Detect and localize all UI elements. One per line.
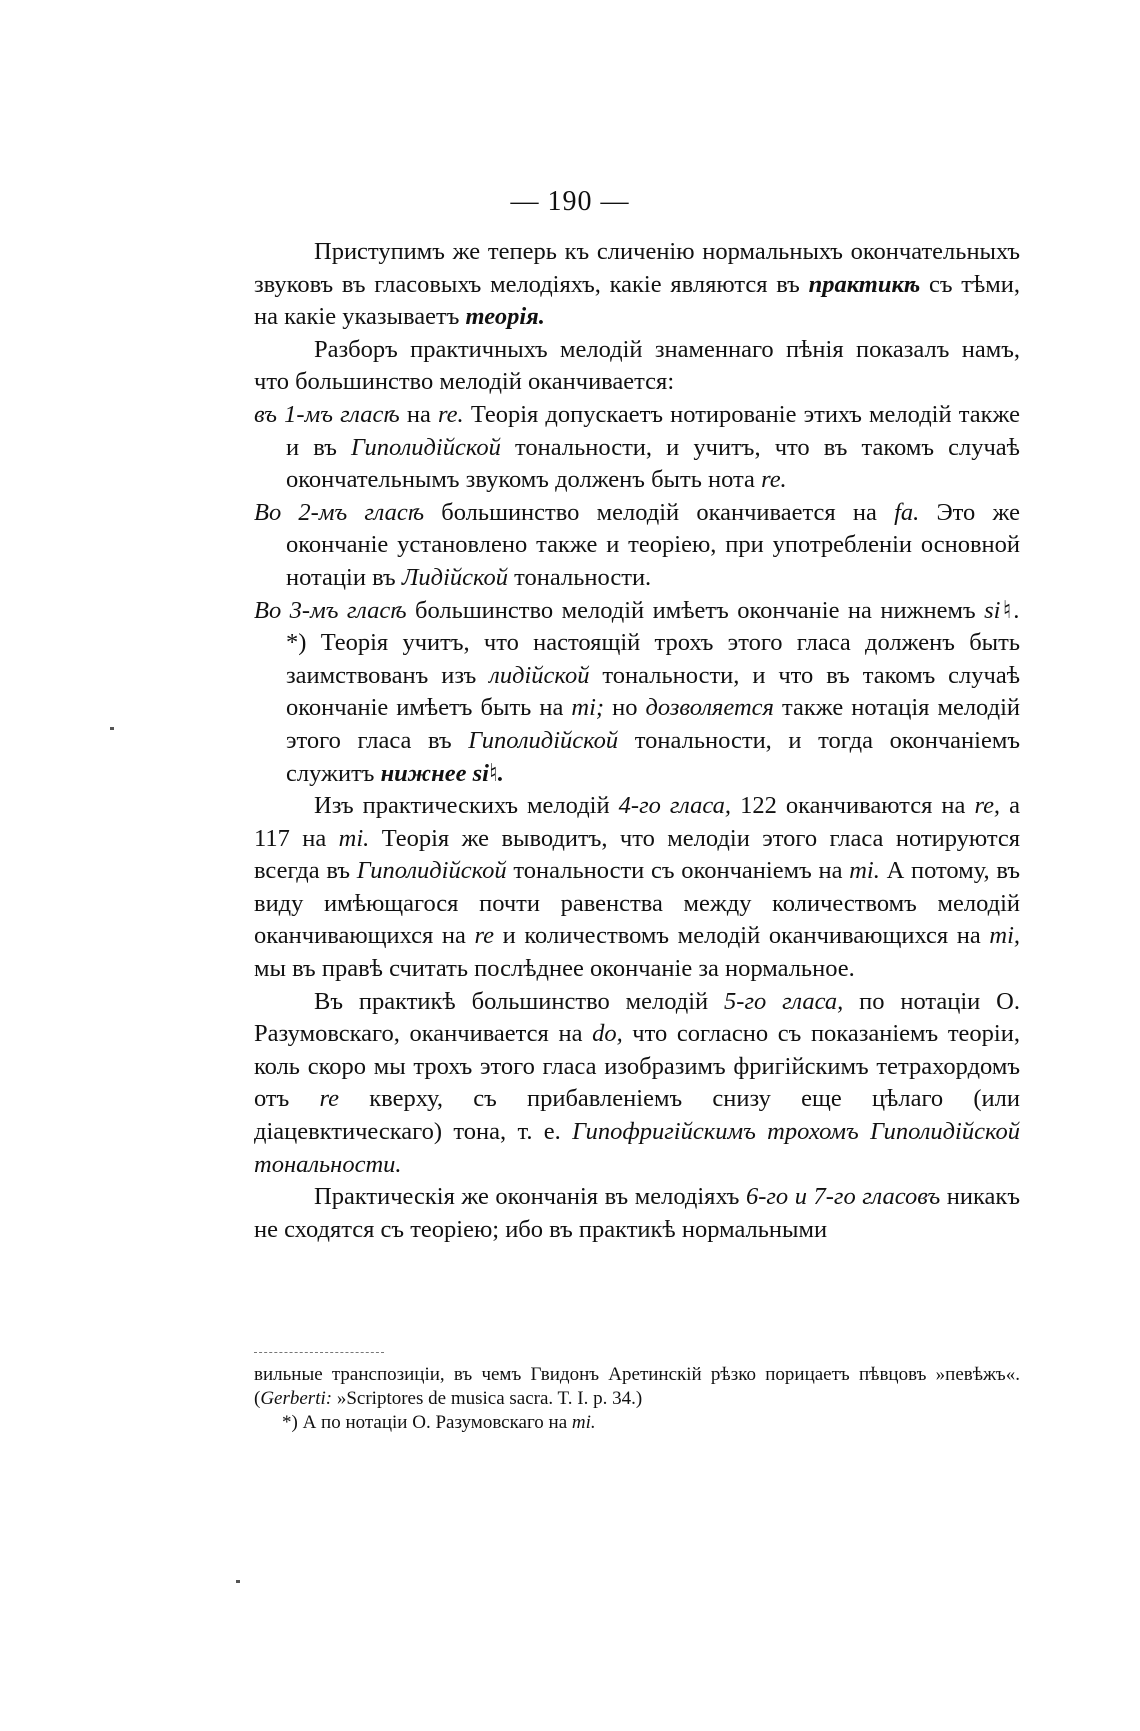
- tone-label: 7-го гласовъ: [813, 1183, 941, 1211]
- note-name: mi.: [571, 1412, 596, 1433]
- paragraph-tone-1: [254, 399, 1020, 497]
- note-name: re: [474, 922, 495, 950]
- main-text: [254, 236, 1020, 1246]
- note-name: fa.: [894, 498, 920, 526]
- note-name: re,: [974, 792, 1001, 820]
- note-name: нижнее si♮.: [380, 759, 504, 787]
- paragraph-tone-5: [254, 986, 1020, 1182]
- tonality-name: Лидійской: [401, 563, 509, 591]
- text-run: на: [399, 400, 439, 428]
- text-run: вильные транспозиціи, въ чемъ Гвидонъ Аретинскій рѣзко порицаетъ пѣвцовъ »певѣжъ«. (: [254, 1364, 1020, 1409]
- text-run: Это же окончаніе установлено также и теоріею, при употребленіи основной нотаціи въ: [286, 498, 1020, 591]
- tone-label: Во 3-мъ гласѣ: [254, 596, 407, 624]
- tone-label: 5-го гласа,: [724, 987, 844, 1015]
- text-run: а 117 на: [254, 792, 1020, 852]
- text-run: и количествомъ мелодій оканчивающихся на: [494, 922, 990, 950]
- text-run: большинство мелодій имѣетъ окончаніе на нижнемъ: [406, 596, 985, 624]
- text-run: Изъ практическихъ мелодій: [314, 792, 619, 820]
- text-run: Практическія же окончанія въ мелодіяхъ: [314, 1183, 746, 1211]
- note-name: mi.: [849, 857, 880, 885]
- note-name: re: [319, 1085, 340, 1113]
- note-name: do,: [592, 1020, 623, 1048]
- paragraph-analysis: Разборъ практичныхъ мелодій знаменнаго пѣнія показалъ намъ, что большинство мелодій оканчивается:: [254, 335, 1020, 396]
- paragraph-tone-2: [254, 497, 1020, 595]
- tonality-name: Гиполидійской: [356, 857, 507, 885]
- text-run: кверху, съ прибавленіемъ снизу еще цѣлаго (или діацевктическаго) тона, т. е.: [254, 1085, 1020, 1146]
- paragraph-tone-6-7: [254, 1181, 1020, 1246]
- text-run: съ тѣми, на какіе указываетъ: [254, 270, 1020, 331]
- tone-label: въ 1-мъ гласѣ: [254, 400, 400, 428]
- paragraph-tone-4: [254, 790, 1020, 986]
- page-number: — 190 —: [510, 186, 630, 217]
- footnote-continued: [254, 1363, 1020, 1411]
- note-name: mi,: [989, 922, 1020, 950]
- text-run: тональности, и что въ такомъ случаѣ окончаніе имѣетъ быть на: [286, 661, 1021, 722]
- text-run: что согласно съ показаніемъ теоріи, коль скоро мы трохъ этого гласа изобразимъ фригійскимъ тетрахордомъ отъ: [254, 1020, 1020, 1113]
- footnote-divider: [254, 1352, 384, 1353]
- text-run: по нотаціи О. Разумовскаго, оканчивается на: [254, 987, 1020, 1048]
- note-name: mi.: [338, 824, 370, 852]
- scan-speck: [236, 1580, 240, 1583]
- paragraph-intro: [254, 236, 1020, 334]
- scan-speck: [110, 727, 114, 730]
- text-run: и: [788, 1183, 814, 1211]
- note-name: si♮.: [984, 596, 1020, 624]
- text-run: тональности, и тогда окончаніемъ служитъ: [286, 726, 1020, 787]
- note-name: re.: [438, 400, 464, 428]
- text-run: Теорія допускаетъ нотированіе этихъ мелодій также и въ: [286, 400, 1020, 461]
- text-run: Приступимъ же теперь къ сличенію нормальныхъ окончательныхъ звуковъ въ гласовыхъ мелодіяхъ, какіе являются въ: [254, 238, 1020, 298]
- text-run: Теорія же выводитъ, что мелодіи этого гласа нотируются всегда въ: [254, 824, 1020, 885]
- text-run: 122 оканчиваются на: [731, 792, 975, 820]
- paragraph-tone-3: [254, 595, 1020, 791]
- text-run: тональности.: [508, 563, 652, 591]
- text-run: мы въ правѣ считать послѣднее окончаніе за нормальное.: [254, 955, 855, 983]
- emphasis-theory: теорія.: [465, 303, 545, 331]
- emphasis-practice: практикѣ: [808, 270, 921, 298]
- text-run: »Scriptores de musica sacra. T. I. p. 34.): [332, 1388, 643, 1409]
- tonality-name: лидійской: [489, 661, 590, 689]
- text-run: тональности съ окончаніемъ на: [506, 857, 850, 885]
- footnotes: [254, 1363, 1020, 1435]
- emphasis-hypophrygian: Гипофригійскимъ трохомъ Гиполидійской тональности.: [254, 1118, 1020, 1178]
- tonality-name: Гиполидійской: [468, 726, 619, 754]
- text-run: А потому, въ виду имѣющагося почти равенства между количествомъ мелодій оканчивающихся на: [254, 857, 1020, 950]
- text-run: никакъ не сходятся съ теоріею; ибо въ практикѣ нормальными: [254, 1183, 1020, 1243]
- text-run: также нотація мелодій этого гласа въ: [286, 694, 1020, 754]
- tone-label: 4-го гласа,: [618, 792, 732, 820]
- note-name: re.: [761, 466, 787, 494]
- text-run: тональности, и учитъ, что въ такомъ случаѣ окончательнымъ звукомъ долженъ быть нота: [286, 433, 1020, 494]
- tone-label: 6-го: [745, 1183, 789, 1211]
- footnote-asterisk: [254, 1411, 1020, 1435]
- text-run: *) А по нотаціи О. Разумовскаго на: [282, 1412, 572, 1433]
- text-run: *) Теорія учитъ, что настоящій трохъ этого гласа долженъ быть заимствованъ изъ: [286, 629, 1020, 689]
- tonality-name: Гиполидійской: [350, 433, 501, 461]
- note-name: mi;: [571, 694, 605, 722]
- emphasis-allowed: дозволяется: [645, 694, 774, 722]
- tone-label: Во 2-мъ гласѣ: [254, 498, 425, 526]
- text-run: большинство мелодій оканчивается на: [424, 498, 895, 526]
- citation-author: Gerberti:: [260, 1388, 333, 1409]
- text-run: Въ практикѣ большинство мелодій: [314, 987, 725, 1015]
- text-run: но: [604, 694, 646, 722]
